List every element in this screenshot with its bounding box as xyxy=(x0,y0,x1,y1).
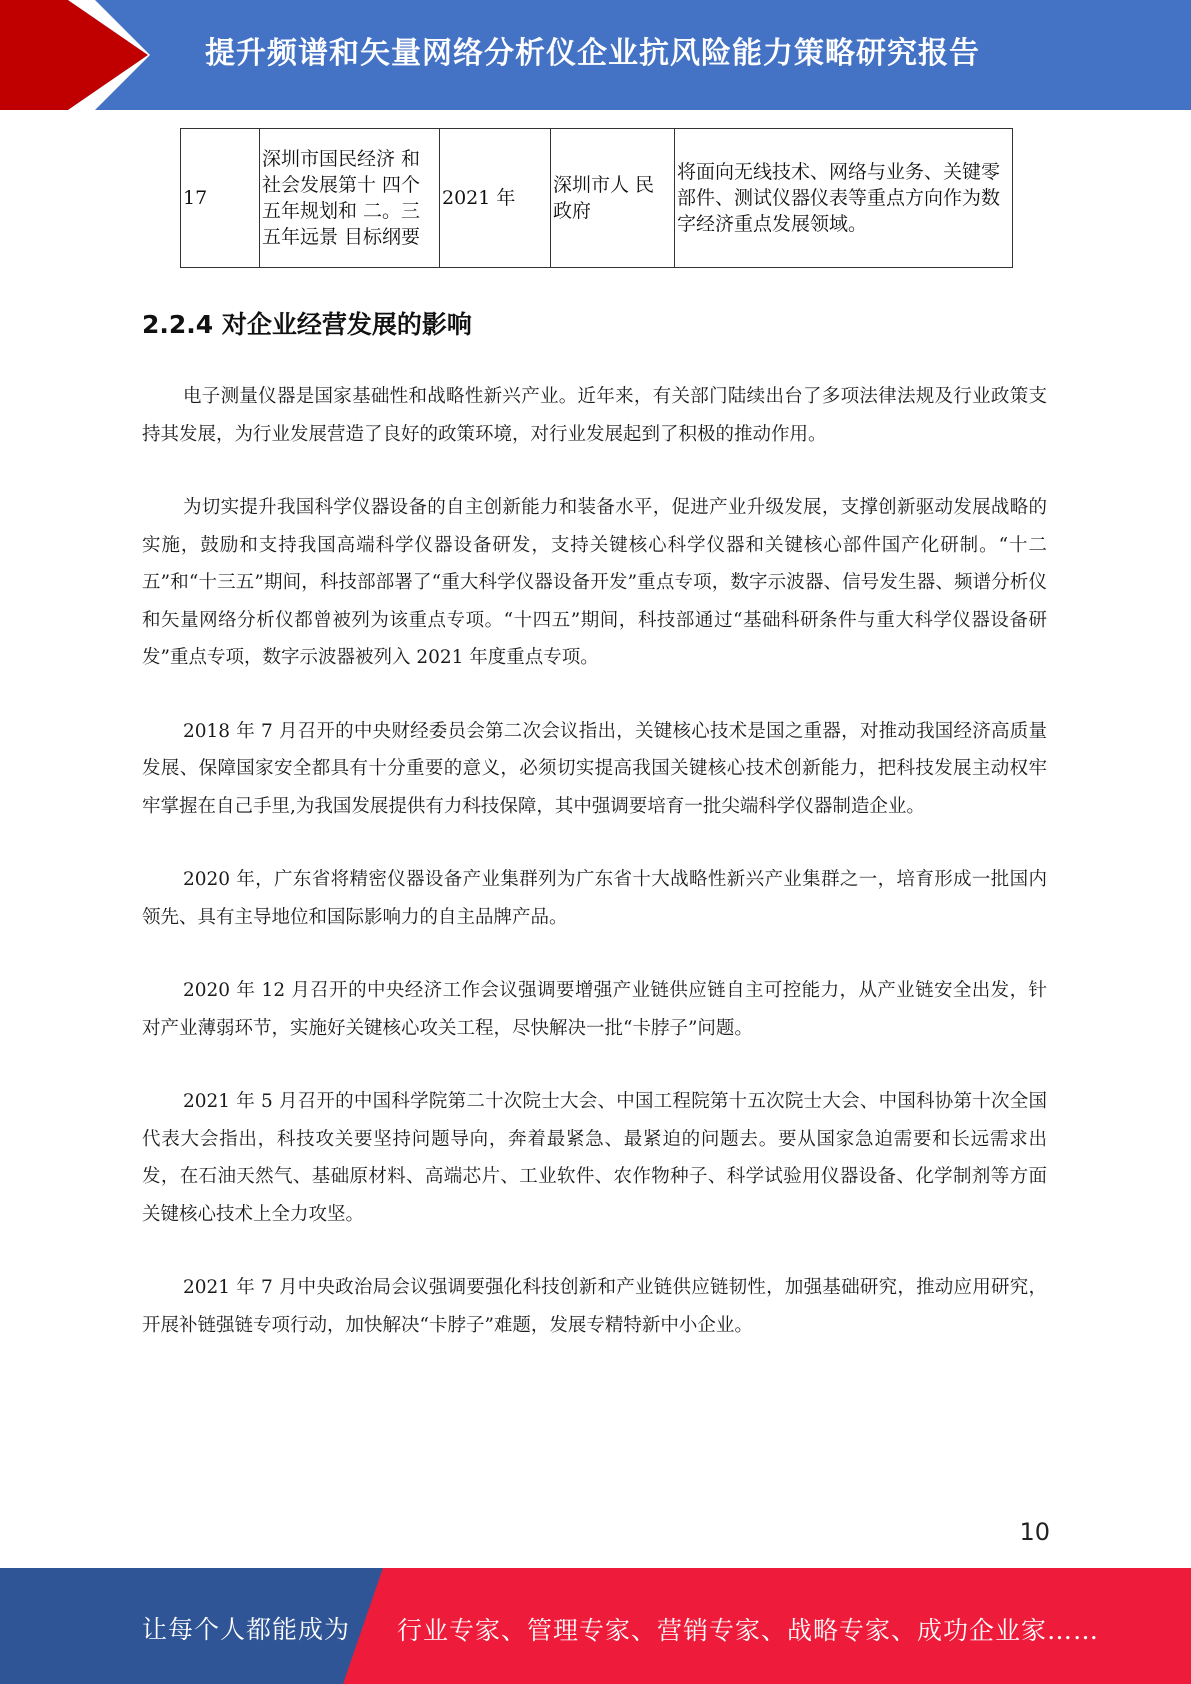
policy-issuer-cell: 深圳市人 民政府 xyxy=(551,129,675,268)
paragraph: 2021 年 5 月召开的中国科学院第二十次院士大会、中国工程院第十五次院士大会、中国科协第十次全国代表大会指出，科技攻关要坚持问题导向，奔着最紧急、最紧迫的问题去。要从国家急迫需要和长远需求出发，在石油天然气、基础原材料、高端芯片、工业软件、农作物种子、科学试验用仪器设备、化学制剂等方面关键核心技术上全力攻坚。 xyxy=(142,1091,1047,1225)
paragraph: 电子测量仪器是国家基础性和战略性新兴产业。近年来，有关部门陆续出台了多项法律法规及行业政策支持其发展，为行业发展营造了良好的政策环境，对行业发展起到了积极的推动作用。 xyxy=(142,386,1047,445)
policy-table xyxy=(180,128,1013,268)
paragraph: 2020 年 12 月召开的中央经济工作会议强调要增强产业链供应链自主可控能力，从产业链安全出发，针对产业薄弱环节，实施好关键核心攻关工程，尽快解决一批“卡脖子”问题。 xyxy=(142,980,1047,1039)
body-text xyxy=(142,378,1047,1380)
paragraph: 2018 年 7 月召开的中央财经委员会第二次会议指出，关键核心技术是国之重器，对推动我国经济高质量发展、保障国家安全都具有十分重要的意义，必须切实提高我国关键核心技术创新能力，把科技发展主动权牢牢掌握在自己手里,为我国发展提供有力科技保障，其中强调要培育一批尖端科学仪器制造企业。 xyxy=(142,720,1047,817)
policy-year-cell: 2021 年 xyxy=(440,129,551,268)
page-header xyxy=(0,0,1191,110)
table-row xyxy=(181,129,1013,268)
policy-content-cell: 将面向无线技术、网络与业务、关键零部件、测试仪器仪表等重点方向作为数字经济重点发展领域。 xyxy=(675,129,1013,268)
row-number-cell: 17 xyxy=(181,129,260,268)
header-title: 提升频谱和矢量网络分析仪企业抗风险能力策略研究报告 xyxy=(205,36,980,71)
paragraph: 为切实提升我国科学仪器设备的自主创新能力和装备水平，促进产业升级发展，支撑创新驱动发展战略的实施，鼓励和支持我国高端科学仪器设备研发，支持关键核心科学仪器和关键核心部件国产化研制。“十二五”和“十三五”期间，科技部部署了“重大科学仪器设备开发”重点专项，数字示波器、信号发生器、频谱分析仪和矢量网络分析仪都曾被列为该重点专项。“十四五”期间，科技部通过“基础科研条件与重大科学仪器设备研发”重点专项，数字示波器被列入 2021 年度重点专项。 xyxy=(142,497,1047,668)
paragraph: 2020 年，广东省将精密仪器设备产业集群列为广东省十大战略性新兴产业集群之一，培育形成一批国内领先、具有主导地位和国际影响力的自主品牌产品。 xyxy=(142,869,1047,928)
footer-slogan-left: 让每个人都能成为 xyxy=(142,1615,351,1644)
page-footer xyxy=(0,1568,1191,1684)
footer-slogan-right: 行业专家、管理专家、营销专家、战略专家、成功企业家…… xyxy=(397,1616,1100,1645)
page-number: 10 xyxy=(1019,1518,1050,1546)
policy-name-cell: 深圳市国民经济 和社会发展第十 四个五年规划和 二。三五年远景 目标纲要 xyxy=(260,129,440,268)
paragraph: 2021 年 7 月中央政治局会议强调要强化科技创新和产业链供应链韧性，加强基础研究，推动应用研究，开展补链强链专项行动，加快解决“卡脖子”难题，发展专精特新中小企业。 xyxy=(142,1277,1047,1336)
section-heading: 2.2.4 对企业经营发展的影响 xyxy=(142,310,472,339)
